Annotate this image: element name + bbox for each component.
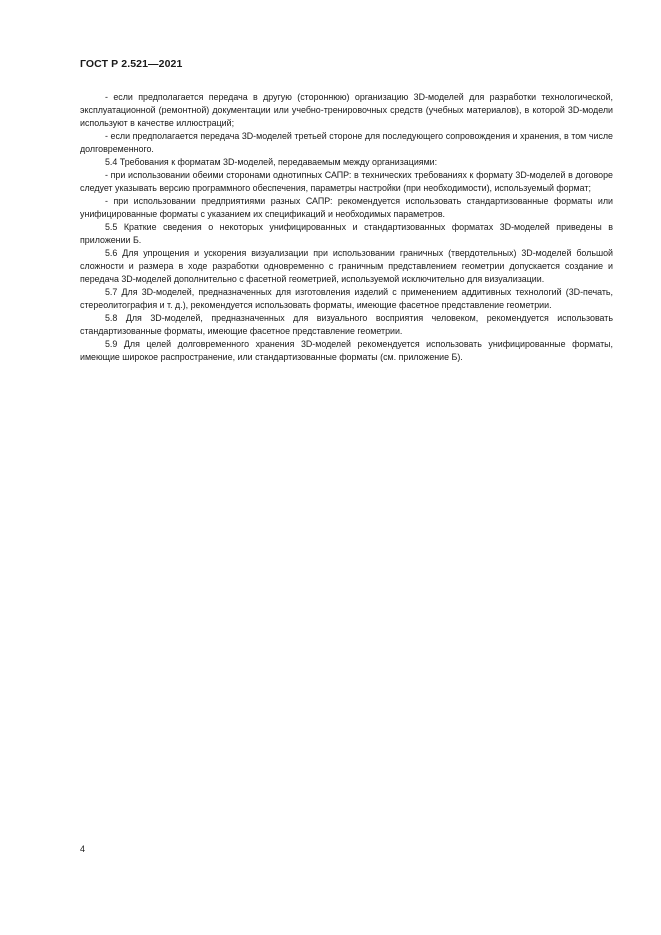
page-number: 4 bbox=[80, 844, 86, 854]
paragraph-clause-5-9: 5.9 Для целей долговременного хранения 3D-моделей рекомендуется использовать унифицированные форматы, имеющие широкое распространение, или стандартизованные форматы (см. приложение Б). bbox=[80, 339, 613, 362]
paragraph-bullet-same-cad: - при использовании обеими сторонами однотипных САПР: в технических требованиях к формату 3D-моделей в договоре следует указывать версию программного обеспечения, параметры настройки (при необходимости), используемый формат; bbox=[80, 170, 613, 193]
paragraph-clause-5-5: 5.5 Краткие сведения о некоторых унифицированных и стандартизованных форматах 3D-моделей приведены в приложении Б. bbox=[80, 222, 613, 245]
document-body bbox=[80, 91, 613, 364]
paragraph-bullet-different-cad: - при использовании предприятиями разных САПР: рекомендуется использовать стандартизованные форматы или унифицированные форматы с указанием их спецификаций и необходимых параметров. bbox=[80, 196, 613, 219]
paragraph-clause-5-4: 5.4 Требования к форматам 3D-моделей, передаваемым между организациями: bbox=[105, 157, 438, 167]
paragraph-bullet-third-party-docs: - если предполагается передача в другую (стороннюю) организацию 3D-моделей для разработки технологической, эксплуатационной (ремонтной) документации или учебно-тренировочных средств (учебных материалов), в которой 3D-модели используют в качестве иллюстраций; bbox=[80, 92, 613, 128]
page-header-standard-id: ГОСТ Р 2.521—2021 bbox=[80, 58, 183, 70]
paragraph-clause-5-8: 5.8 Для 3D-моделей, предназначенных для визуального восприятия человеком, рекомендуется использовать стандартизованные форматы, имеющие фасетное представление геометрии. bbox=[80, 313, 613, 336]
paragraph-clause-5-6: 5.6 Для упрощения и ускорения визуализации при использовании граничных (твердотельных) 3D-моделей большой сложности и размера в ходе разработки одновременно с граничным представлением геометрии допускается создание и передача 3D-моделей дополнительно с фасетной геометрией, используемой исключительно для визуализации. bbox=[80, 248, 613, 284]
paragraph-bullet-third-party-storage: - если предполагается передача 3D-моделей третьей стороне для последующего сопровождения и хранения, в том числе долговременного. bbox=[80, 131, 613, 154]
paragraph-clause-5-7: 5.7 Для 3D-моделей, предназначенных для изготовления изделий с применением аддитивных технологий (3D-печать, стереолитография и т. д.), рекомендуется использовать форматы, имеющие фасетное представление геометрии. bbox=[80, 287, 613, 310]
